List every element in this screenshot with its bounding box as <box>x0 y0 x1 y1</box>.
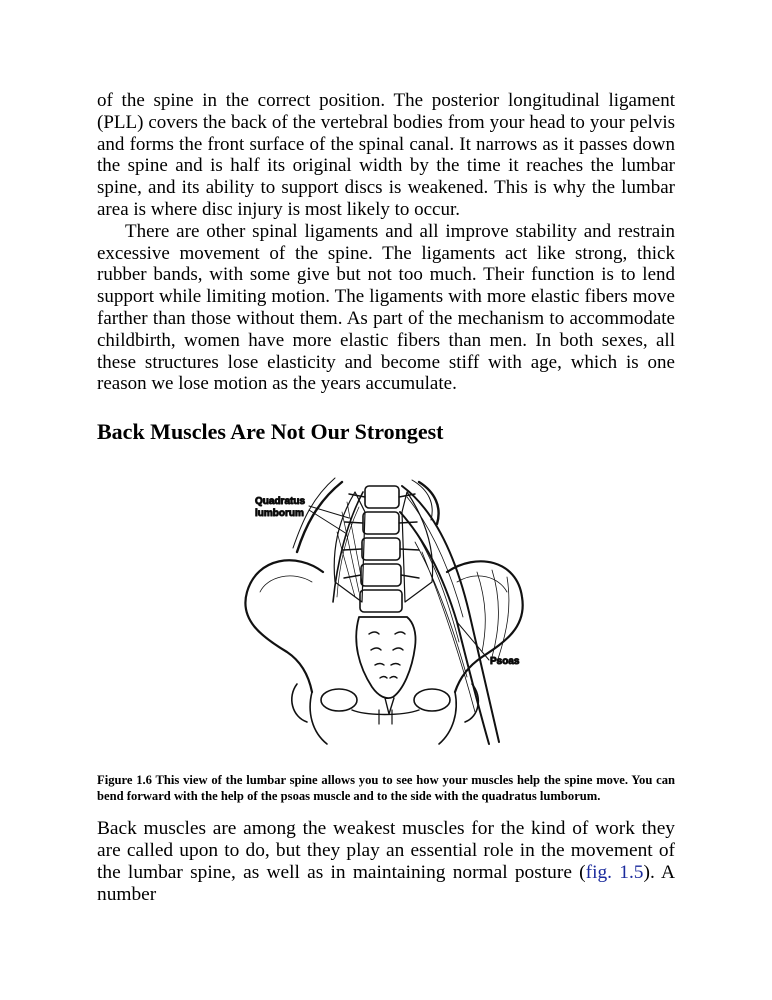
lumbar-spine-illustration <box>97 452 675 752</box>
lumbar-vertebrae <box>360 486 402 612</box>
figure-reference-link[interactable]: fig. 1.5 <box>585 862 644 884</box>
psoas-muscle <box>402 486 499 742</box>
section-heading: Back Muscles Are Not Our Strongest <box>97 419 444 445</box>
label-psoas: Psoas <box>490 656 520 668</box>
paragraph-3-text-start: Back muscles are among the weakest muscles for the kind of work they are called upon to do, but they play an essential role in the movement of the lumbar spine, as well as in maintaining normal posture ( <box>97 818 675 884</box>
page-content <box>97 90 675 906</box>
figure-lumbar-spine <box>97 452 675 752</box>
paragraph-3-text-end: ). A number <box>97 862 675 906</box>
label-quadratus-line2: lumborum <box>255 508 304 520</box>
label-quadratus-line1: Quadratus <box>255 496 306 508</box>
sacrum <box>356 617 415 698</box>
body-paragraph-2: There are other spinal ligaments and all improve stability and restrain excessive movement of the spine. The ligaments act like strong, thick rubber bands, with some give but not too much. Their function is to lend support while limiting motion. The ligaments with more elastic fibers move farther than those without them. As part of the mechanism to accommodate childbirth, women have more elastic fibers than men. In both sexes, all these structures lose elasticity and become stiff with age, which is one reason we lose motion as the years accumulate. <box>97 220 675 395</box>
figure-caption: Figure 1.6 This view of the lumbar spine allows you to see how your muscles help the spine move. You can bend forward with the help of the psoas muscle and to the side with the quadratus lumborum. <box>97 773 675 804</box>
body-paragraph-3 <box>97 818 675 906</box>
iliac-crest-left <box>245 560 323 692</box>
body-paragraph-1: of the spine in the correct position. The posterior longitudinal ligament (PLL) covers the back of the vertebral bodies from your head to your pelvis and forms the front surface of the spinal canal. It narrows as it passes down the spine and is half its original width by the time it reaches the lumbar spine, and its ability to support discs is weakened. This is why the lumbar area is where disc injury is most likely to occur. <box>97 90 675 220</box>
